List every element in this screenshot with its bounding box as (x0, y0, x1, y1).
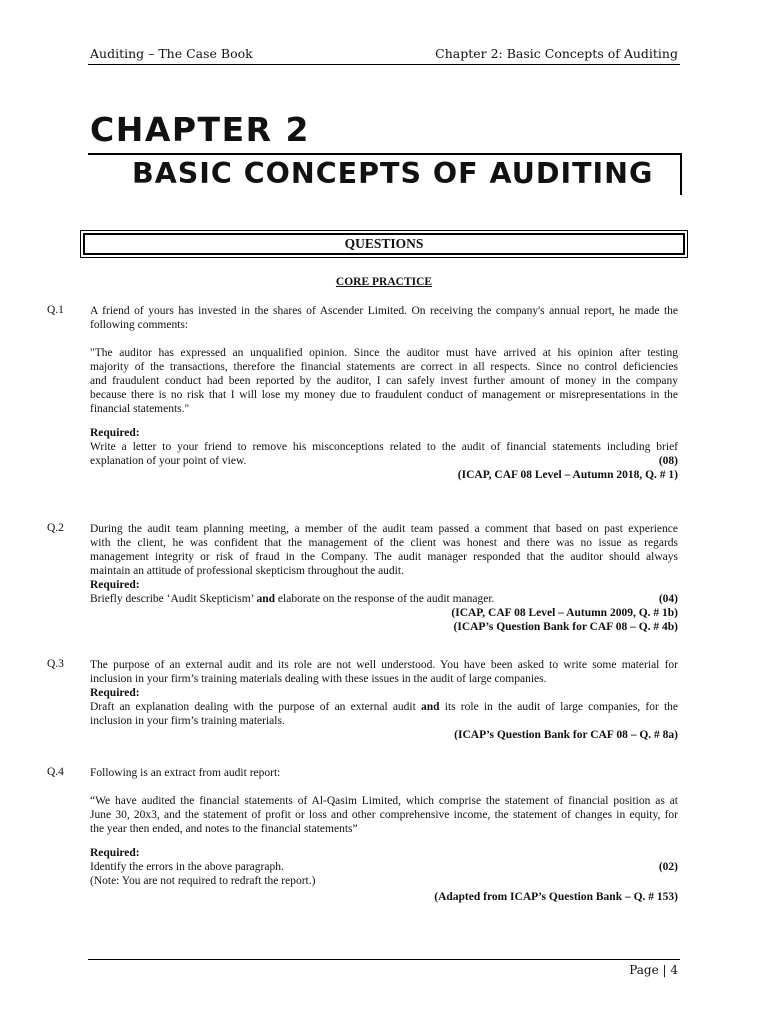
required-label: Required: (90, 687, 140, 699)
required-task: explanation of your point of view. (90, 455, 247, 467)
question-source: (ICAP, CAF 08 Level – Autumn 2009, Q. # 1b) (451, 607, 678, 619)
question-text: The purpose of an external audit and its role are not well understood. You have been asked to write some material for (90, 659, 678, 671)
quoted-comment: financial statements." (90, 403, 190, 415)
section-title-box (80, 230, 688, 258)
question-text: Following is an extract from audit report: (90, 767, 281, 779)
marks: (02) (658, 861, 678, 873)
quoted-comment: majority of the transactions, therefore the financial statements are correct in all respects. Since no control deficiencies (90, 361, 678, 373)
marks: (04) (658, 593, 678, 605)
question-number: Q.3 (47, 658, 64, 670)
question-text: maintain an attitude of professional skepticism throughout the audit. (90, 565, 404, 577)
question-text: following comments: (90, 319, 189, 331)
quoted-comment: because there is no risk that I will lose my money due to fraudulent conduct of management or misrepresentations in the (90, 389, 678, 401)
chapter-title: BASIC CONCEPTS OF AUDITING (132, 157, 654, 190)
quoted-comment: and fraudulent conduct had been reported by the auditor, I can safely invest further amount of money in the company (90, 375, 678, 387)
quoted-extract: “We have audited the financial statements of Al-Qasim Limited, which comprise the statement of financial position as at (90, 795, 678, 807)
required-note: (Note: You are not required to redraft the report.) (90, 875, 316, 887)
question-source: (ICAP’s Question Bank for CAF 08 – Q. # 8a) (454, 729, 678, 741)
required-task: Write a letter to your friend to remove his misconceptions related to the audit of financial statements including brief (90, 441, 678, 453)
chapter-number: CHAPTER 2 (90, 110, 310, 149)
section-title-box-inner (83, 233, 685, 255)
required-task: Draft an explanation dealing with the purpose of an external audit and its role in the audit of large companies, for the (90, 701, 679, 713)
chapter-divider-vertical (680, 153, 682, 195)
question-text: with the client, he was confident that the management of the client was honest and there was no issue as regards (90, 537, 678, 549)
question-3 (90, 658, 678, 742)
section-title: QUESTIONS (344, 236, 424, 251)
header-divider (88, 64, 680, 65)
question-text: inclusion in your firm’s training materials dealing with these issues in the audit of large companies. (90, 673, 547, 685)
footer-divider (88, 959, 680, 960)
quoted-extract: June 30, 20x3, and the statement of profit or loss and other comprehensive income, the statement of changes in equity, for (90, 809, 678, 821)
question-text: management integrity or risk of fraud in the Company. The audit manager responded that the auditor should always (90, 551, 678, 563)
question-text: A friend of yours has invested in the shares of Ascender Limited. On receiving the company's annual report, he made the (90, 305, 678, 317)
question-1 (90, 304, 678, 482)
running-header-left: Auditing – The Case Book (90, 46, 253, 61)
question-number: Q.4 (47, 766, 64, 778)
required-task: inclusion in your firm’s training materials. (90, 715, 285, 727)
quoted-comment: "The auditor has expressed an unqualified opinion. Since the auditor must have arrived at his opinion after testing (90, 347, 678, 359)
subsection-title: CORE PRACTICE (335, 276, 433, 288)
question-source: (Adapted from ICAP’s Question Bank – Q. # 153) (434, 891, 678, 903)
question-source: (ICAP’s Question Bank for CAF 08 – Q. # 4b) (453, 621, 678, 633)
question-2 (90, 522, 678, 634)
required-task: Identify the errors in the above paragraph. (90, 861, 284, 873)
required-label: Required: (90, 427, 140, 439)
chapter-divider (88, 153, 682, 155)
question-number: Q.1 (47, 304, 64, 316)
marks: (08) (658, 455, 678, 467)
quoted-extract: the year then ended, and notes to the financial statements” (90, 823, 358, 835)
required-label: Required: (90, 579, 140, 591)
running-header-right: Chapter 2: Basic Concepts of Auditing (435, 46, 678, 61)
question-text: During the audit team planning meeting, a member of the audit team passed a comment that based on past experience (90, 523, 678, 535)
question-source: (ICAP, CAF 08 Level – Autumn 2018, Q. # 1) (457, 469, 678, 481)
required-task: Briefly describe ‘Audit Skepticism’ and elaborate on the response of the audit manager. (90, 593, 495, 605)
page-number: Page | 4 (629, 963, 678, 977)
required-label: Required: (90, 847, 140, 859)
question-4 (90, 766, 678, 904)
question-number: Q.2 (47, 522, 64, 534)
